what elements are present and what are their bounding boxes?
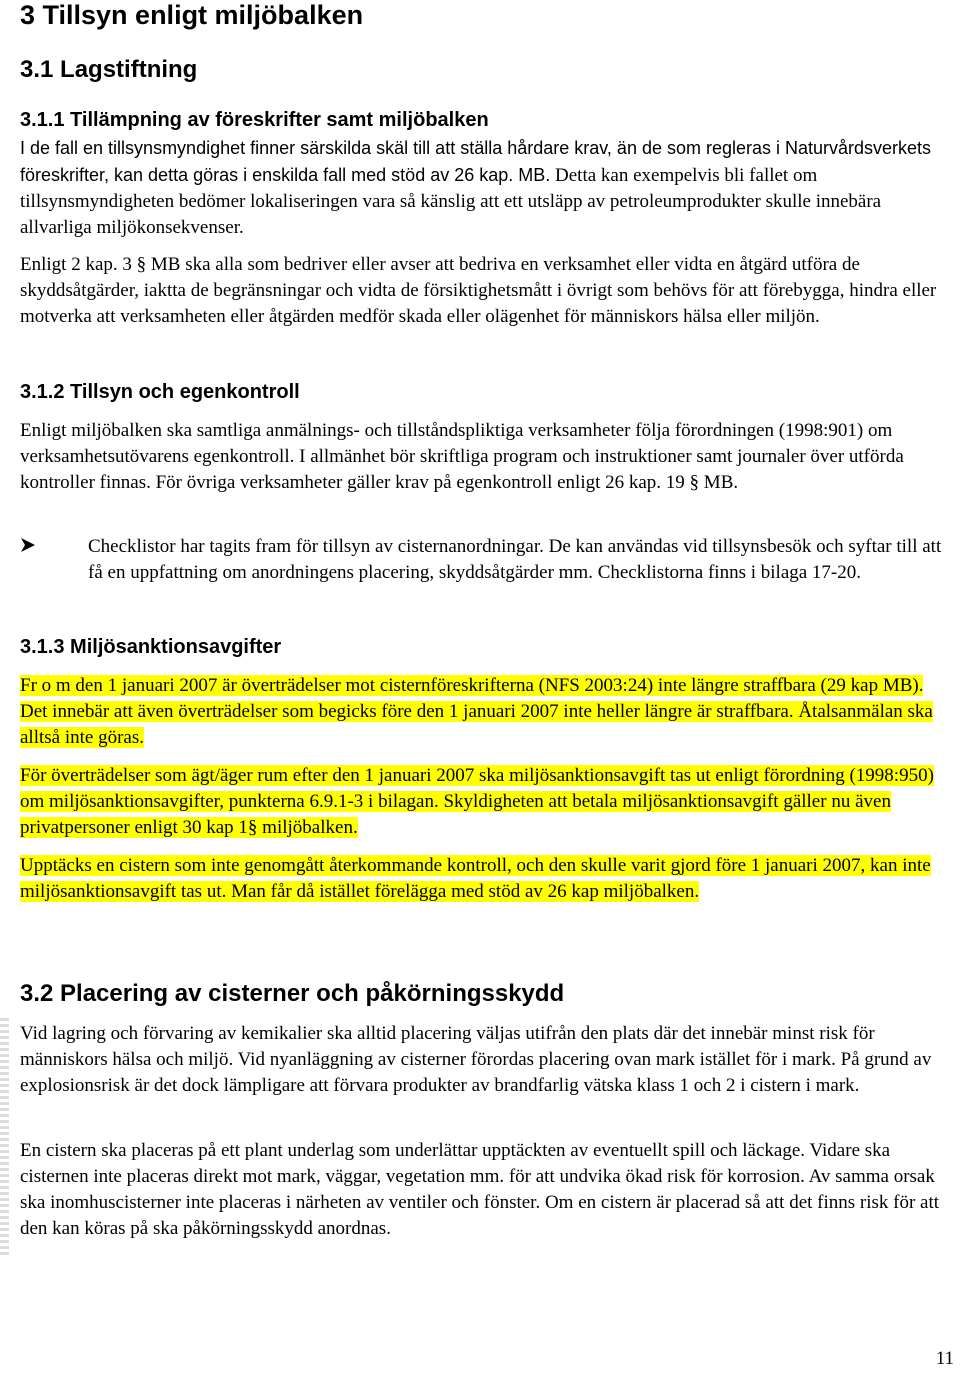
paragraph-3-1-3-c bbox=[20, 853, 955, 905]
paragraph-3-1-2-a: Enligt miljöbalken ska samtliga anmälnings- och tillståndspliktiga verksamheter följa förordningen (1998:901) om verksamhetsutövarens egenkontroll. I allmänhet bör skriftliga program och instruktioner samt journaler över utförda kontroller finnas. För övriga verksamheter gäller krav på egenkontroll enligt 26 kap. 19 § MB. bbox=[20, 420, 904, 493]
paragraph-3-2-a: Vid lagring och förvaring av kemikalier ska alltid placering väljas utifrån den plats där det innebär minst risk för människors hälsa och miljö. Vid nyanläggning av cisterner förordas placering ovan mark istället för i mark. På grund av explosionsrisk är det dock lämpligare att förvara produkter av brandfarlig vätska klass 1 och 2 i cistern i mark. bbox=[20, 1023, 932, 1096]
chapter-title: 3 Tillsyn enligt miljöbalken bbox=[20, 0, 364, 30]
section-3-1-2-title: 3.1.2 Tillsyn och egenkontroll bbox=[20, 381, 300, 403]
checklist-bullet bbox=[20, 534, 955, 586]
section-3-1-1-title: 3.1.1 Tillämpning av föreskrifter samt miljöbalken bbox=[20, 109, 489, 131]
paragraph-3-1-1-a bbox=[20, 135, 955, 241]
bullet-text: Checklistor har tagits fram för tillsyn av cisternanordningar. De kan användas vid tillsynsbesök och syftar till att få en uppfattning om anordningens placering, skyddsåtgärder mm. Checklistorna finns i bilaga 17-20. bbox=[88, 536, 942, 583]
highlighted-text: Fr o m den 1 januari 2007 är överträdelser mot cisternföreskrifterna (NFS 2003:24) inte längre straffbara (29 kap MB). Det innebär att även överträdelser som begicks före den 1 januari 2007 inte heller längre är straffbara. Åtalsanmälan ska alltså inte göras. bbox=[20, 675, 933, 748]
arrowhead-bullet-icon bbox=[20, 534, 36, 563]
section-3-1-3-title: 3.1.3 Miljösanktionsavgifter bbox=[20, 636, 282, 658]
change-bar bbox=[0, 1018, 9, 1258]
highlighted-text: För överträdelser som ägt/äger rum efter den 1 januari 2007 ska miljösanktionsavgift tas ut enligt förordning (1998:950) om miljösanktionsavgifter, punkterna 6.9.1-3 i bilagan. Skyldigheten att betala miljösanktionsavgift gäller nu även privatpersoner enligt 30 kap 1§ miljöbalken. bbox=[20, 765, 934, 838]
section-3-1-title: 3.1 Lagstiftning bbox=[20, 56, 198, 83]
section-3-2-title: 3.2 Placering av cisterner och påkörningsskydd bbox=[20, 980, 565, 1007]
paragraph-3-1-1-b: Enligt 2 kap. 3 § MB ska alla som bedriver eller avser att bedriva en verksamhet eller vidta en åtgärd utföra de skyddsåtgärder, iaktta de begränsningar och vidta de försiktighetsmått i övrigt som behövs för att förebygga, hindra eller motverka att verksamheten eller åtgärden medför skada eller olägenhet för människors hälsa eller miljön. bbox=[20, 254, 937, 327]
paragraph-3-2-b: En cistern ska placeras på ett plant underlag som underlättar upptäckten av eventuellt spill och läckage. Vidare ska cisternen inte placeras direkt mot mark, väggar, vegetation mm. för att undvika ökad risk för korrosion. Av samma orsak ska inomhuscisterner inte placeras i närheten av ventiler och fönster. Om en cistern är placerad så att det finns risk för att den kan köras på ska påkörningsskydd anordnas. bbox=[20, 1140, 940, 1239]
paragraph-sans-part: I de fall en tillsynsmyndighet finner särskilda skäl till att ställa hårdare krav, än de som regleras i Naturvårdsverkets föreskrifter, kan detta göras i enskilda fall med stöd av 26 kap. MB. bbox=[20, 138, 932, 185]
highlighted-text: Upptäcks en cistern som inte genomgått återkommande kontroll, och den skulle varit gjord före 1 januari 2007, kan inte miljösanktionsavgift tas ut. Man får då istället förelägga med stöd av 26 kap miljöbalken. bbox=[20, 855, 931, 902]
page-number: 11 bbox=[935, 1348, 954, 1369]
paragraph-serif-part: Detta kan exempelvis bli fallet om tillsynsmyndigheten bedömer lokaliseringen vara så känslig att ett utsläpp av petroleumprodukter skulle innebära allvarliga miljökonsekvenser. bbox=[20, 165, 882, 238]
paragraph-3-1-3-a bbox=[20, 673, 955, 751]
paragraph-3-1-3-b bbox=[20, 763, 955, 841]
